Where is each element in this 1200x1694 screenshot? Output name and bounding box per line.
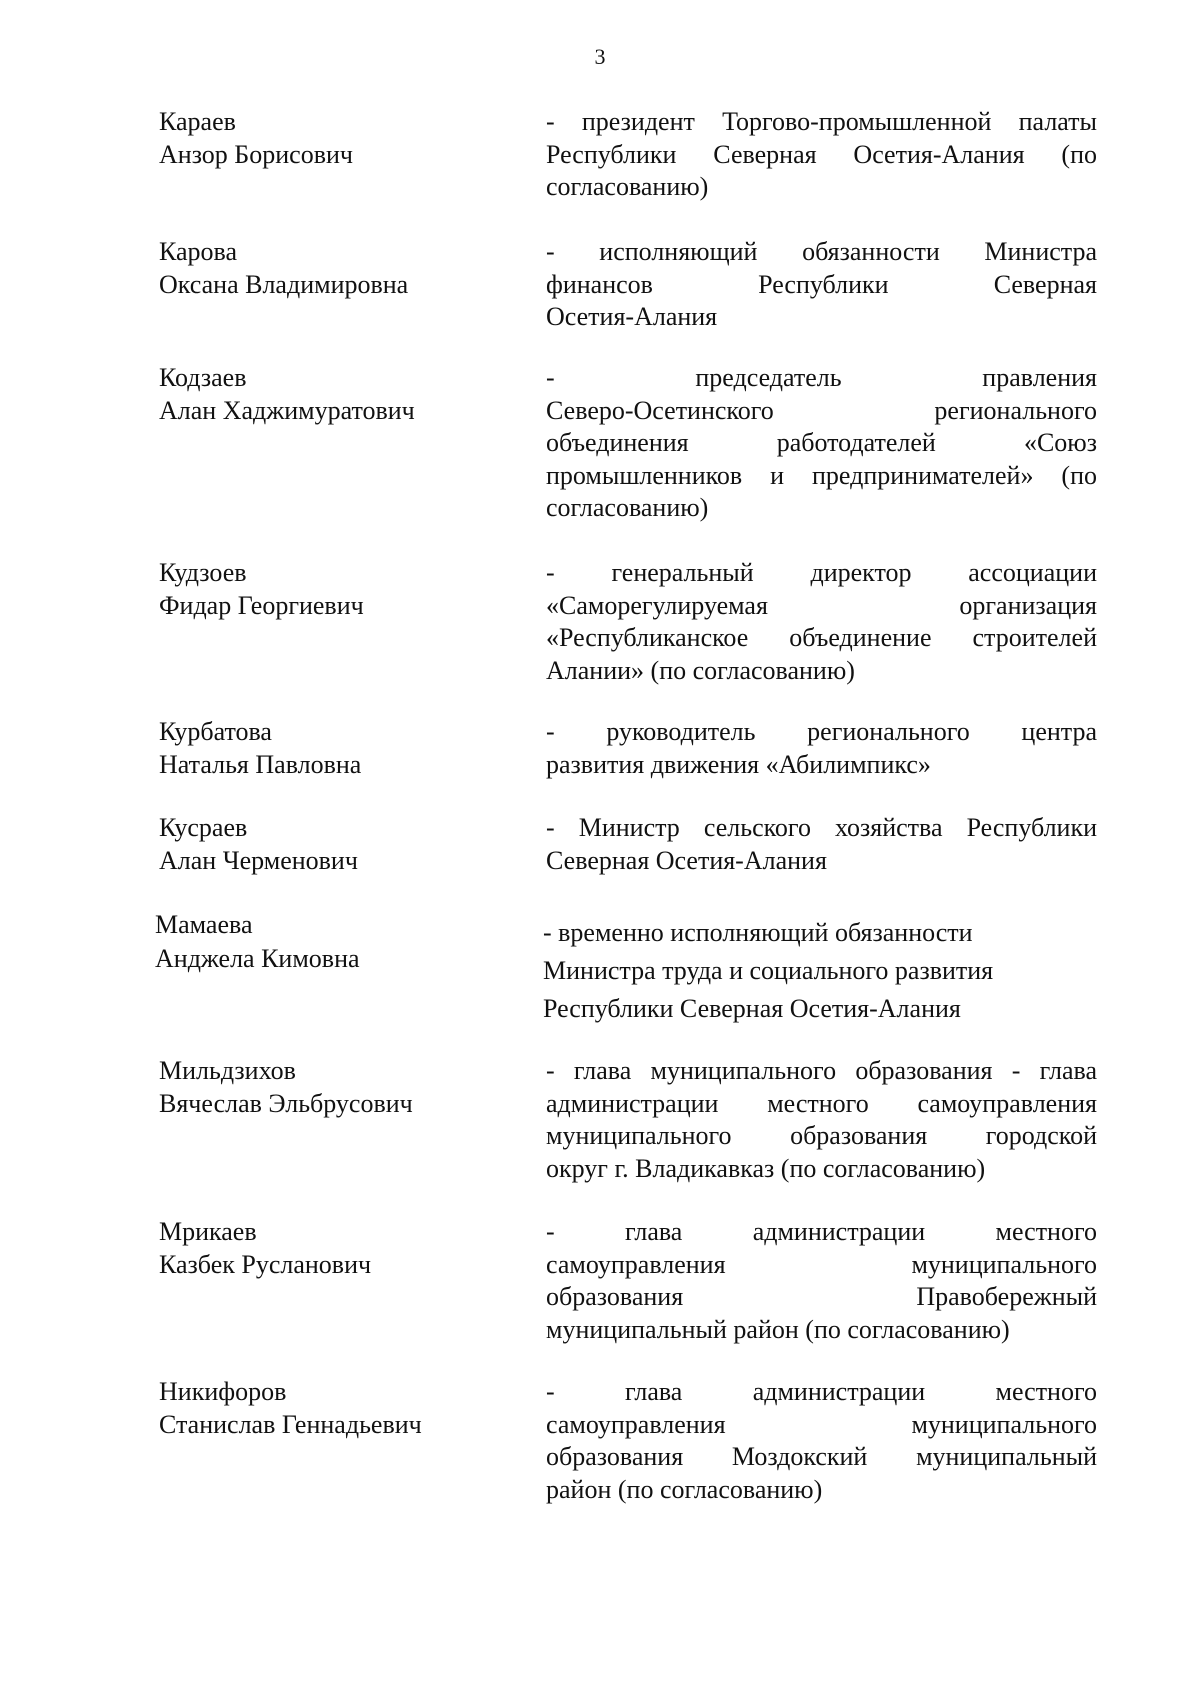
role-line: Министра труда и социального развития (543, 956, 994, 985)
member-role (546, 716, 1097, 781)
role-line: - временно исполняющий обязанности (543, 918, 973, 947)
member-name (159, 1376, 519, 1441)
member-name (159, 1216, 519, 1281)
role-line: округ г. Владикавказ (по согласованию) (546, 1153, 986, 1183)
member-role (546, 362, 1097, 525)
role-line: Осетия-Алания (546, 302, 718, 331)
member-role (546, 812, 1097, 877)
member-surname: Мрикаев (159, 1217, 257, 1246)
role-line: - генеральный директор ассоциации (546, 558, 1097, 587)
member-surname: Курбатова (159, 717, 272, 746)
member-surname: Караев (159, 107, 236, 136)
role-line: Республики Северная Осетия-Алания (543, 994, 961, 1023)
member-given-names: Наталья Павловна (159, 749, 362, 779)
member-name (155, 908, 515, 976)
role-line: - Министр сельского хозяйства Республики (546, 813, 1097, 842)
role-line: - глава администрации местного (546, 1217, 1097, 1246)
member-given-names: Алан Хаджимуратович (159, 395, 415, 425)
member-given-names: Вячеслав Эльбрусович (159, 1088, 413, 1118)
role-line: Северная Осетия-Алания (546, 845, 827, 875)
role-line: - глава муниципального образования - глава (546, 1056, 1097, 1085)
member-role (546, 236, 1097, 334)
member-role (546, 557, 1097, 687)
member-surname: Кусраев (159, 813, 248, 842)
role-line: объединения работодателей «Союз (546, 428, 1097, 457)
member-name (159, 1055, 519, 1120)
role-line: район (по согласованию) (546, 1474, 823, 1504)
member-name (159, 557, 519, 622)
role-line: образования Моздокский муниципальный (546, 1442, 1097, 1471)
member-surname: Никифоров (159, 1377, 287, 1406)
role-line: самоуправления муниципального (546, 1249, 1097, 1279)
role-line: промышленников и предпринимателей» (по (546, 460, 1097, 490)
member-name (159, 812, 519, 877)
member-role (546, 1376, 1097, 1506)
page-number: 3 (594, 44, 606, 69)
role-line: самоуправления муниципального (546, 1409, 1097, 1439)
member-given-names: Алан Черменович (159, 845, 358, 875)
member-name (159, 106, 519, 171)
member-surname: Кудзоев (159, 558, 247, 587)
member-surname: Кодзаев (159, 363, 247, 392)
role-line: Республики Северная Осетия-Алания (по (546, 139, 1097, 169)
role-line: администрации местного самоуправления (546, 1088, 1097, 1118)
role-line: развития движения «Абилимпикс» (546, 749, 931, 779)
role-line: муниципального образования городской (546, 1121, 1097, 1150)
role-line: - глава администрации местного (546, 1377, 1097, 1406)
role-line: финансов Республики Северная (546, 269, 1097, 299)
role-line: «Республиканское объединение строителей (546, 623, 1097, 652)
member-surname: Карова (159, 237, 238, 266)
role-line: согласованию) (546, 172, 709, 201)
member-role (546, 1055, 1097, 1185)
member-role (543, 914, 1094, 1028)
member-given-names: Анзор Борисович (159, 139, 353, 169)
role-line: - председатель правления (546, 363, 1097, 392)
member-name (159, 362, 519, 427)
member-given-names: Станислав Геннадьевич (159, 1409, 422, 1439)
member-surname: Мильдзихов (159, 1056, 296, 1085)
role-line: образования Правобережный (546, 1282, 1097, 1311)
role-line: - исполняющий обязанности Министра (546, 237, 1097, 266)
role-line: - руководитель регионального центра (546, 717, 1097, 746)
role-line: «Саморегулируемая организация (546, 590, 1097, 620)
role-line: муниципальный район (по согласованию) (546, 1314, 1010, 1344)
role-line: согласованию) (546, 493, 709, 522)
member-given-names: Казбек Русланович (159, 1249, 372, 1279)
role-line: - президент Торгово-промышленной палаты (546, 107, 1097, 136)
member-surname: Мамаева (155, 910, 253, 939)
member-name (159, 236, 519, 301)
role-line: Северо-Осетинского регионального (546, 395, 1097, 425)
member-name (159, 716, 519, 781)
member-given-names: Анджела Кимовна (155, 944, 360, 973)
member-given-names: Оксана Владимировна (159, 269, 409, 299)
member-role (546, 106, 1097, 204)
role-line: Алании» (по согласованию) (546, 655, 855, 685)
member-role (546, 1216, 1097, 1346)
member-given-names: Фидар Георгиевич (159, 590, 364, 620)
